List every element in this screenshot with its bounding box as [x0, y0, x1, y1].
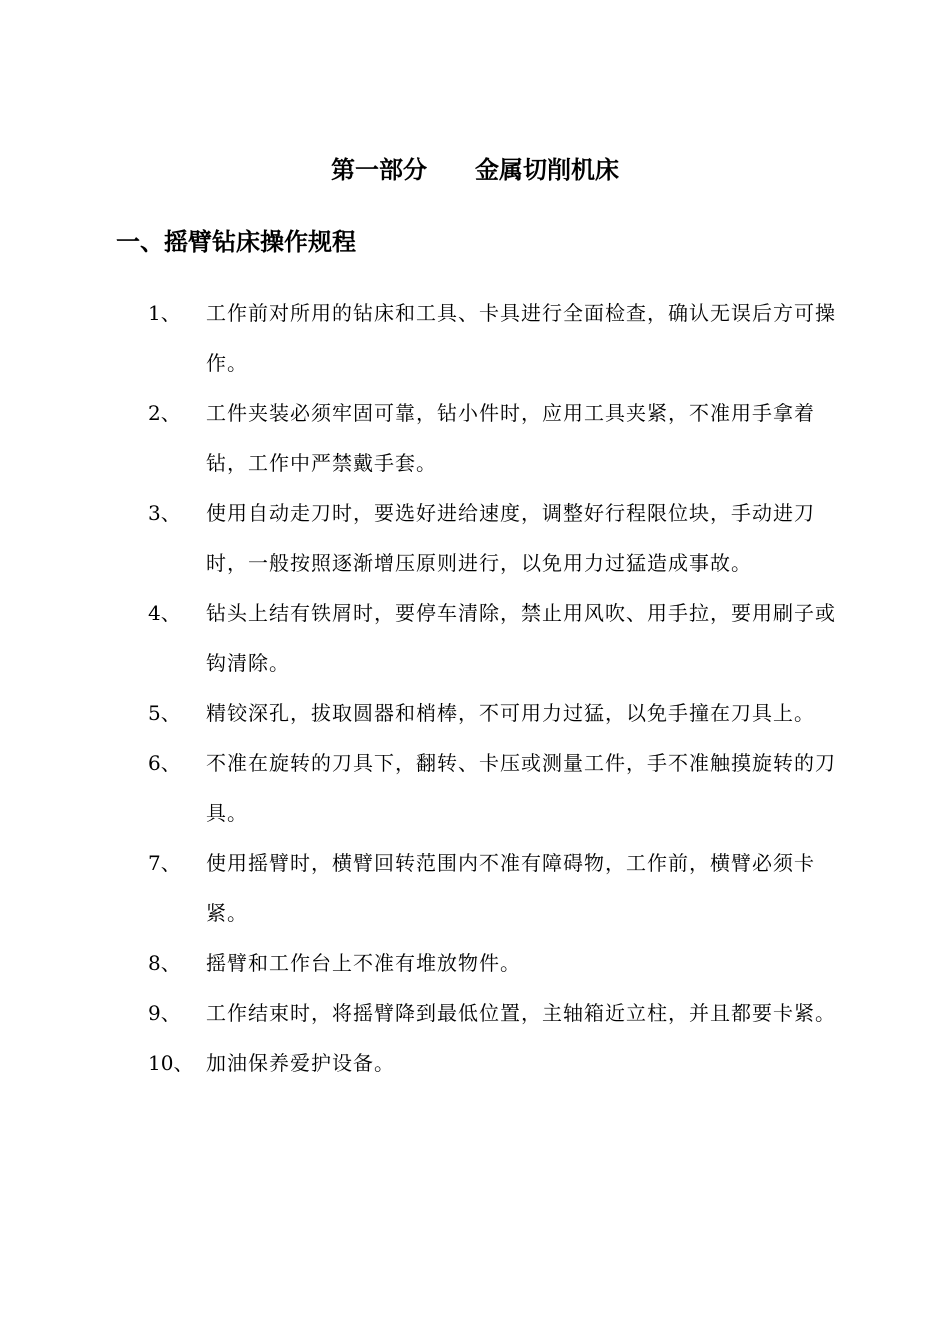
- rule-number: 5、: [148, 701, 181, 725]
- rule-text: 使用自动走刀时，要选好进给速度，调整好行程限位块，手动进刀时，一般按照逐渐增压原则进行，以免用力过猛造成事故。: [206, 501, 815, 575]
- rule-text: 不准在旋转的刀具下，翻转、卡压或测量工件，手不准触摸旋转的刀具。: [206, 751, 836, 825]
- rule-text: 使用摇臂时，横臂回转范围内不准有障碍物，工作前，横臂必须卡紧。: [206, 851, 815, 925]
- rule-text: 精铰深孔，拔取圆器和梢棒，不可用力过猛，以免手撞在刀具上。: [206, 701, 815, 725]
- rule-number: 6、: [148, 751, 181, 775]
- rule-item: [0, 838, 950, 938]
- rule-number: 10、: [148, 1051, 194, 1075]
- rule-number: 4、: [148, 601, 181, 625]
- rule-number: 2、: [148, 401, 181, 425]
- rule-item: [0, 1038, 950, 1088]
- rule-item: [0, 488, 950, 588]
- rule-number: 3、: [148, 501, 181, 525]
- rules-list: [0, 288, 950, 1088]
- rule-item: [0, 988, 950, 1038]
- rule-item: [0, 738, 950, 838]
- rule-number: 1、: [148, 301, 181, 325]
- rule-item: [0, 388, 950, 488]
- rule-text: 工作结束时，将摇臂降到最低位置，主轴箱近立柱，并且都要卡紧。: [206, 1001, 836, 1025]
- section-heading: 一、摇臂钻床操作规程: [116, 227, 356, 256]
- rule-number: 9、: [148, 1001, 181, 1025]
- rule-number: 7、: [148, 851, 181, 875]
- rule-text: 摇臂和工作台上不准有堆放物件。: [206, 951, 521, 975]
- rule-text: 钻头上结有铁屑时，要停车清除，禁止用风吹、用手拉，要用刷子或钩清除。: [206, 601, 836, 675]
- rule-text: 加油保养爱护设备。: [206, 1051, 395, 1075]
- page-title: 第一部分 金属切削机床: [331, 155, 619, 184]
- rule-item: [0, 588, 950, 688]
- rule-text: 工件夹装必须牢固可靠，钻小件时，应用工具夹紧，不准用手拿着钻，工作中严禁戴手套。: [206, 401, 815, 475]
- rule-item: [0, 288, 950, 388]
- rule-item: [0, 688, 950, 738]
- rule-text: 工作前对所用的钻床和工具、卡具进行全面检查，确认无误后方可操作。: [206, 301, 836, 375]
- rule-item: [0, 938, 950, 988]
- rule-number: 8、: [148, 951, 181, 975]
